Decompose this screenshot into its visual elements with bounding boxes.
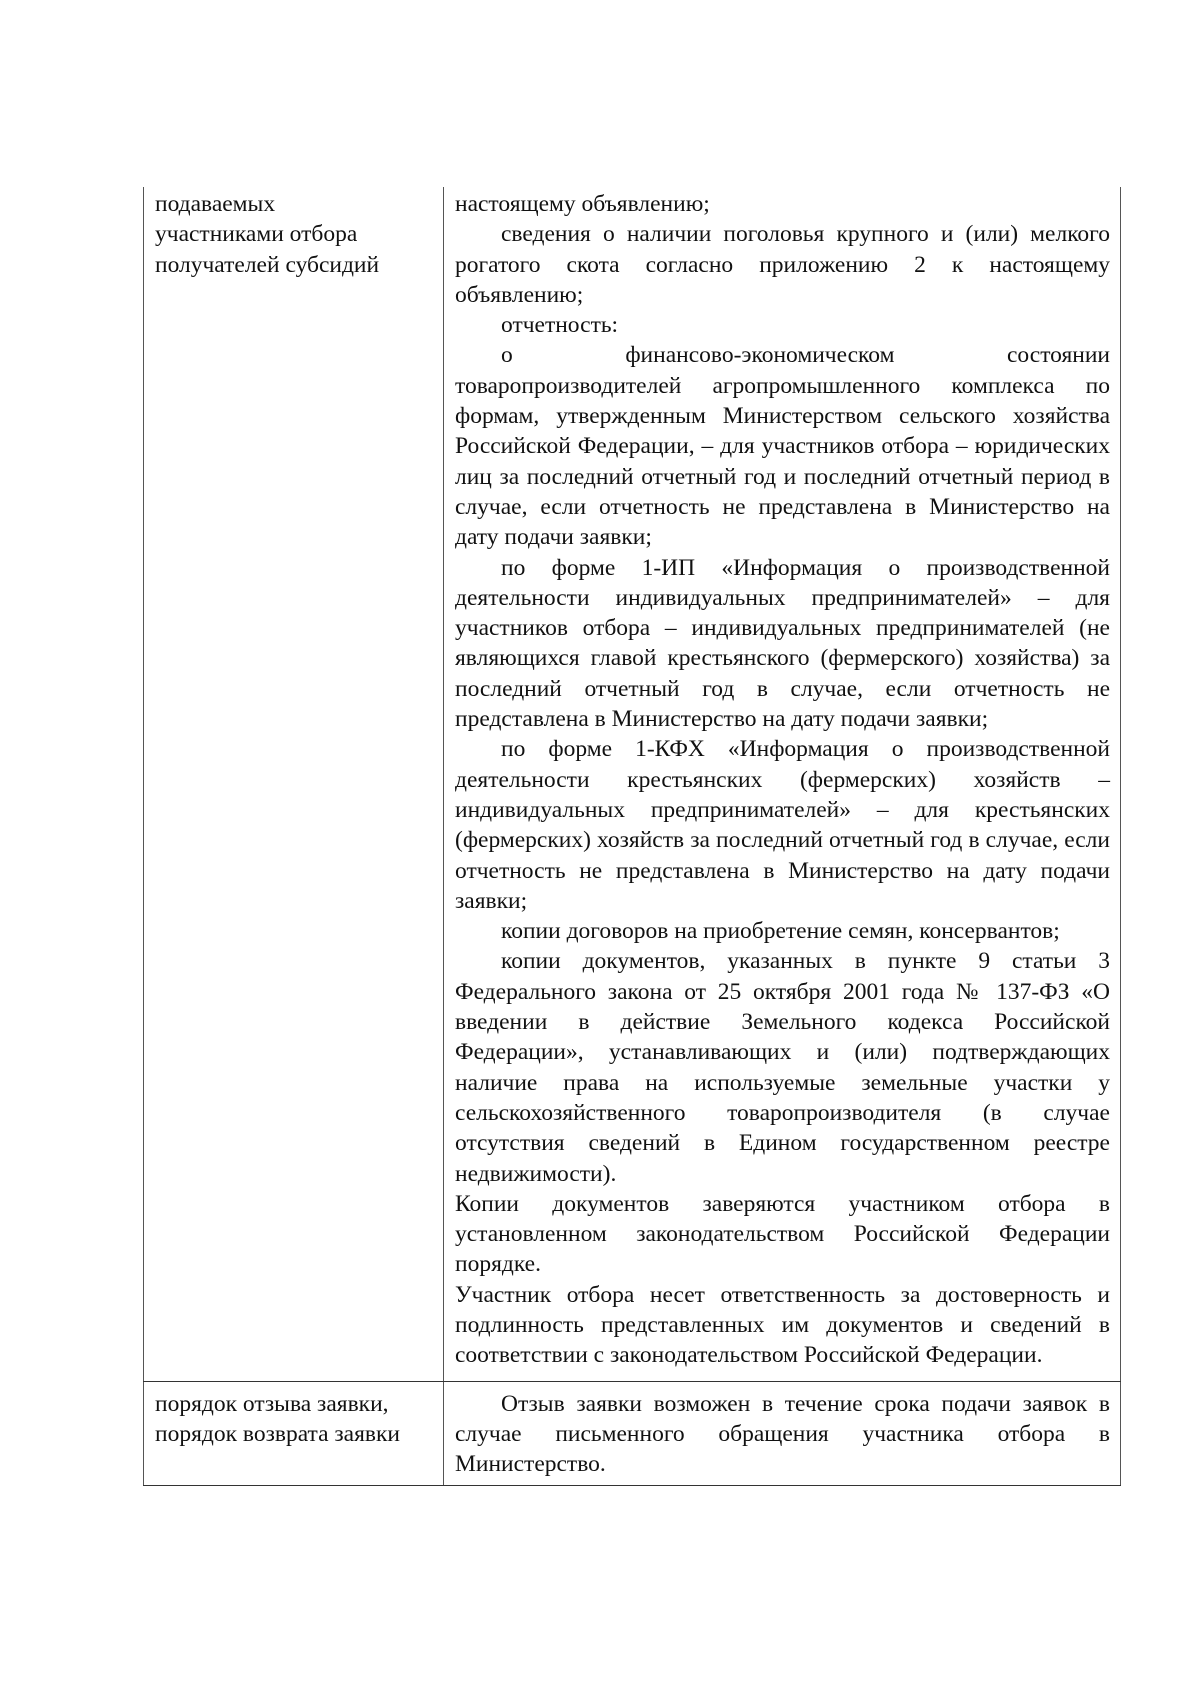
- paragraph: Участник отбора несет ответственность за достоверность и подлинность представленных им документов и сведений в соответствии с законодательством Российской Федерации.: [455, 1281, 1110, 1369]
- label-line: порядок возврата заявки: [155, 1420, 400, 1447]
- paragraph: отчетность:: [501, 312, 619, 339]
- label-line: получателей субсидий: [155, 251, 380, 278]
- paragraph: по форме 1-КФХ «Информация о производственной деятельности крестьянских (фермерских) хозяйств – индивидуальных предпринимателей» – для крестьянских (фермерских) хозяйств за последний отчетный год в случае, если отчетность не представлена в Министерство на дату подачи заявки;: [455, 736, 1110, 914]
- row-content-cell: [444, 1381, 1121, 1486]
- paragraph: Отзыв заявки возможен в течение срока подачи заявок в случае письменного обращения участника отбора в Министерство.: [455, 1390, 1110, 1478]
- table-row: [144, 1381, 1121, 1486]
- paragraph: Копии документов заверяются участником отбора в установленном законодательством Российской Федерации порядке.: [455, 1190, 1110, 1278]
- paragraph: копии договоров на приобретение семян, консервантов;: [501, 918, 1060, 945]
- table-row: [144, 187, 1121, 1381]
- document-table: [143, 187, 1121, 1486]
- row-label-cell: [144, 1381, 444, 1486]
- paragraph: настоящему объявлению;: [455, 191, 710, 217]
- label-line: участниками отбора: [155, 221, 358, 248]
- row-label-cell: [144, 187, 444, 1381]
- row-content-cell: [444, 187, 1121, 1381]
- label-line: подаваемых: [155, 191, 276, 217]
- paragraph: по форме 1-ИП «Информация о производственной деятельности индивидуальных предпринимателей» – для участников отбора – индивидуальных предпринимателей (не являющихся главой крестьянского (фермерского) хозяйства) за последний отчетный год в случае, если отчетность не представлена в Министерство на дату подачи заявки;: [455, 554, 1110, 733]
- paragraph: копии документов, указанных в пункте 9 статьи 3 Федерального закона от 25 октября 2001 года № 137-ФЗ «О введении в действие Земельного кодекса Российской Федерации», устанавливающих и (или) подтверждающих наличие права на используемые земельные участки у сельскохозяйственного товаропроизводителя (в случае отсутствия сведений в Едином государственном реестре недвижимости).: [455, 948, 1110, 1187]
- label-line: порядок отзыва заявки,: [155, 1390, 389, 1417]
- paragraph: сведения о наличии поголовья крупного и (или) мелкого рогатого скота согласно приложению 2 к настоящему объявлению;: [455, 221, 1110, 308]
- paragraph: о финансово-экономическом состоянии товаропроизводителей агропромышленного комплекса по формам, утвержденным Министерством сельского хозяйства Российской Федерации, – для участников отбора – юридических лиц за последний отчетный год и последний отчетный период в случае, если отчетность не представлена в Министерство на дату подачи заявки;: [455, 342, 1110, 551]
